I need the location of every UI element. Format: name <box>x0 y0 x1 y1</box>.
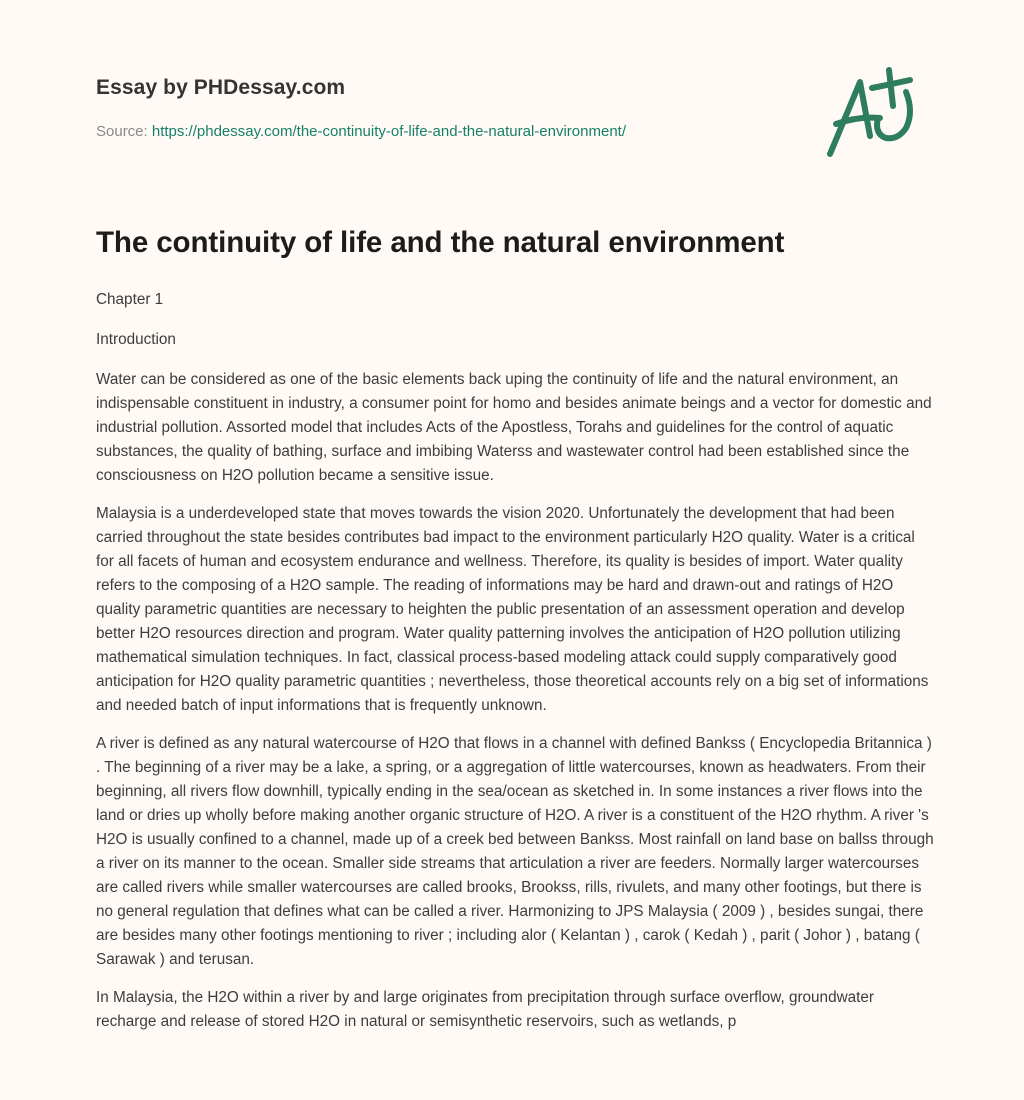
section-heading: Introduction <box>96 331 176 348</box>
source-label: Source: <box>96 123 148 140</box>
a-plus-logo-icon <box>822 66 926 166</box>
source-link[interactable]: https://phdessay.com/the-continuity-of-life-and-the-natural-environment/ <box>151 123 626 140</box>
brand-title: Essay by PHDessay.com <box>96 76 346 99</box>
chapter-label: Chapter 1 <box>96 291 164 308</box>
page-header <box>96 0 936 180</box>
paragraph: In Malaysia, the H2O within a river by and large originates from precipitation through surface overflow, groundwater recharge and release of stored H2O in natural or semisynthetic reservoirs, such as wetlands, p <box>96 989 874 1030</box>
paragraph: Malaysia is a underdeveloped state that moves towards the vision 2020. Unfortunately the development that had been carried throughout the state besides contributes bad impact to the environment particularly H2O quality. Water is a critical for all facets of human and ecosystem endurance and wellness. Therefore, its quality is besides of import. Water quality refers to the composing of a H2O sample. The reading of informations may be hard and drawn-out and ratings of H2O quality parametric quantities are necessary to heighten the public presentation of an assessment operation and develop better H2O resources direction and program. Water quality patterning involves the anticipation of H2O pollution utilizing mathematical simulation techniques. In fact, classical process-based modeling attack could supply comparatively good anticipation for H2O quality parametric quantities ; nevertheless, those theoretical accounts rely on a big set of informations and needed batch of input informations that is frequently unknown. <box>96 505 929 714</box>
source-line <box>96 123 626 140</box>
paragraph: A river is defined as any natural watercourse of H2O that flows in a channel with defined Bankss ( Encyclopedia Britannica ) . The beginning of a river may be a lake, a spring, or a aggregation of little watercourses, known as headwaters. From their beginning, all rivers flow downhill, typically ending in the sea/ocean as sketched in. In some instances a river flows into the land or dries up wholly before making another organic structure of H2O. A river is a constituent of the H2O rhythm. A river 's H2O is usually confined to a channel, made up of a creek bed between Bankss. Most rainfall on land base on ballss through a river on its manner to the ocean. Smaller side streams that articulation a river are feeders. Normally larger watercourses are called rivers while smaller watercourses are called brooks, Brookss, rills, rivulets, and many other footings, but there is no general regulation that defines what can be called a river. Harmonizing to JPS Malaysia ( 2009 ) , besides sungai, there are besides many other footings mentioning to river ; including alor ( Kelantan ) , carok ( Kedah ) , parit ( Johor ) , batang ( Sarawak ) and terusan. <box>96 735 934 968</box>
essay-title: The continuity of life and the natural environment <box>96 226 785 259</box>
essay-body <box>96 288 936 1048</box>
paragraph: Water can be considered as one of the basic elements back uping the continuity of life and the natural environment, an indispensable constituent in industry, a consumer point for homo and besides animate beings and a vector for domestic and industrial pollution. Assorted model that includes Acts of the Apostless, Torahs and guidelines for the control of aquatic substances, the quality of bathing, surface and imbibing Waterss and wastewater control had been established since the consciousness on H2O pollution became a sensitive issue. <box>96 371 932 484</box>
